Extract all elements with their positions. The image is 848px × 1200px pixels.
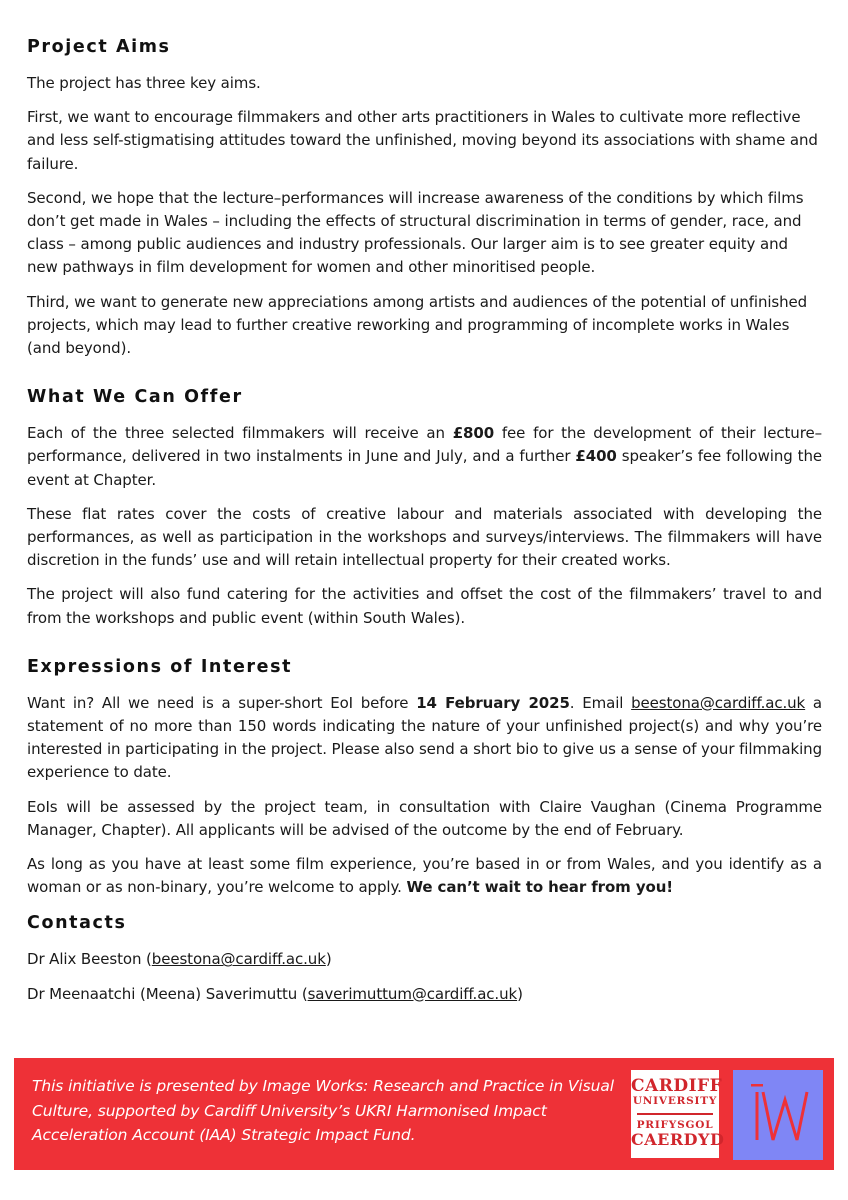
document-body (27, 34, 822, 1017)
offer-paragraph-2: These flat rates cover the costs of creative labour and materials associated with developing the performances, as well as participation in the workshops and surveys/interviews. The filmmakers will have discretion in the funds’ use and will retain intellectual property for their created works. (27, 504, 822, 570)
fee-400: £400 (575, 447, 617, 466)
cardiff-university-logo: CARDIFF UNIVERSITY PRIFYSGOL CAERDYD (631, 1070, 719, 1158)
eoi-paragraph-2: EoIs will be assessed by the project team, in consultation with Claire Vaughan (Cinema Programme Manager, Chapter). All applicants will be advised of the outcome by the end of February. (27, 797, 822, 839)
heading-project-aims: Project Aims (27, 37, 171, 57)
heading-contacts: Contacts (27, 913, 127, 934)
heading-what-we-can-offer: What We Can Offer (27, 387, 243, 408)
image-works-logo (733, 1070, 823, 1160)
footer-banner (14, 1058, 834, 1170)
footer-statement: This initiative is presented by Image Works: Research and Practice in Visual Culture, supported by Cardiff University’s UKRI Harmonised Impact Acceleration Account (IAA) Strategic Impact Fund. (32, 1077, 614, 1144)
aims-paragraph-3: Third, we want to generate new appreciations among artists and audiences of the potential of unfinished projects, which may lead to further creative reworking and programming of incomplete works in Wales (and beyond). (27, 292, 808, 358)
heading-expressions-of-interest: Expressions of Interest (27, 656, 293, 677)
contact-email-link-beeston[interactable]: beestona@cardiff.ac.uk (151, 950, 326, 969)
aims-paragraph-2: Second, we hope that the lecture–performances will increase awareness of the conditions by which films don’t get made in Wales – including the effects of structural discrimination in terms of gender, race, and class – among public audiences and industry professionals. Our larger aim is to see greater equity and new pathways in film development for women and other minoritised people. (27, 188, 804, 277)
aims-intro: The project has three key aims. (27, 74, 261, 92)
offer-paragraph-1: Each of the three selected filmmakers will receive an £800 fee for the development of their lecture–performance, delivered in two instalments in June and July, and a further £400 speaker’s fee following the event at Chapter. (27, 424, 822, 489)
eoi-paragraph-1: Want in? All we need is a super-short EoI before 14 February 2025. Email beestona@cardiff.ac.uk a statement of no more than 150 words indicating the nature of your unfinished project(s) and why you’re interested in participating in the project. Please also send a short bio to give us a sense of your filmmaking experience to date. (27, 693, 823, 782)
eoi-deadline: 14 February 2025 (416, 693, 570, 712)
offer-paragraph-3: The project will also fund catering for the activities and offset the cost of the filmmakers’ travel to and from the workshops and public event (within South Wales). (27, 585, 822, 627)
eoi-paragraph-3: As long as you have at least some film experience, you’re based in or from Wales, and you identify as a woman or as non-binary, you’re welcome to apply. We can’t wait to hear from you! (27, 855, 822, 897)
eoi-closing-line: We can’t wait to hear from you! (406, 878, 674, 897)
contact-meena-saverimuttu: Dr Meenaatchi (Meena) Saverimuttu (saverimuttum@cardiff.ac.uk) (27, 984, 523, 1003)
contact-email-link-saverimuttu[interactable]: saverimuttum@cardiff.ac.uk (307, 984, 518, 1003)
image-works-logo-mark (733, 1070, 823, 1160)
aims-paragraph-1: First, we want to encourage filmmakers and other arts practitioners in Wales to cultivate more reflective and less self-stigmatising attitudes toward the unfinished, moving beyond its associations with shame and failure. (27, 108, 818, 173)
contact-alix-beeston: Dr Alix Beeston (beestona@cardiff.ac.uk) (27, 950, 332, 969)
eoi-email-link[interactable]: beestona@cardiff.ac.uk (631, 693, 806, 712)
fee-800: £800 (452, 424, 495, 443)
